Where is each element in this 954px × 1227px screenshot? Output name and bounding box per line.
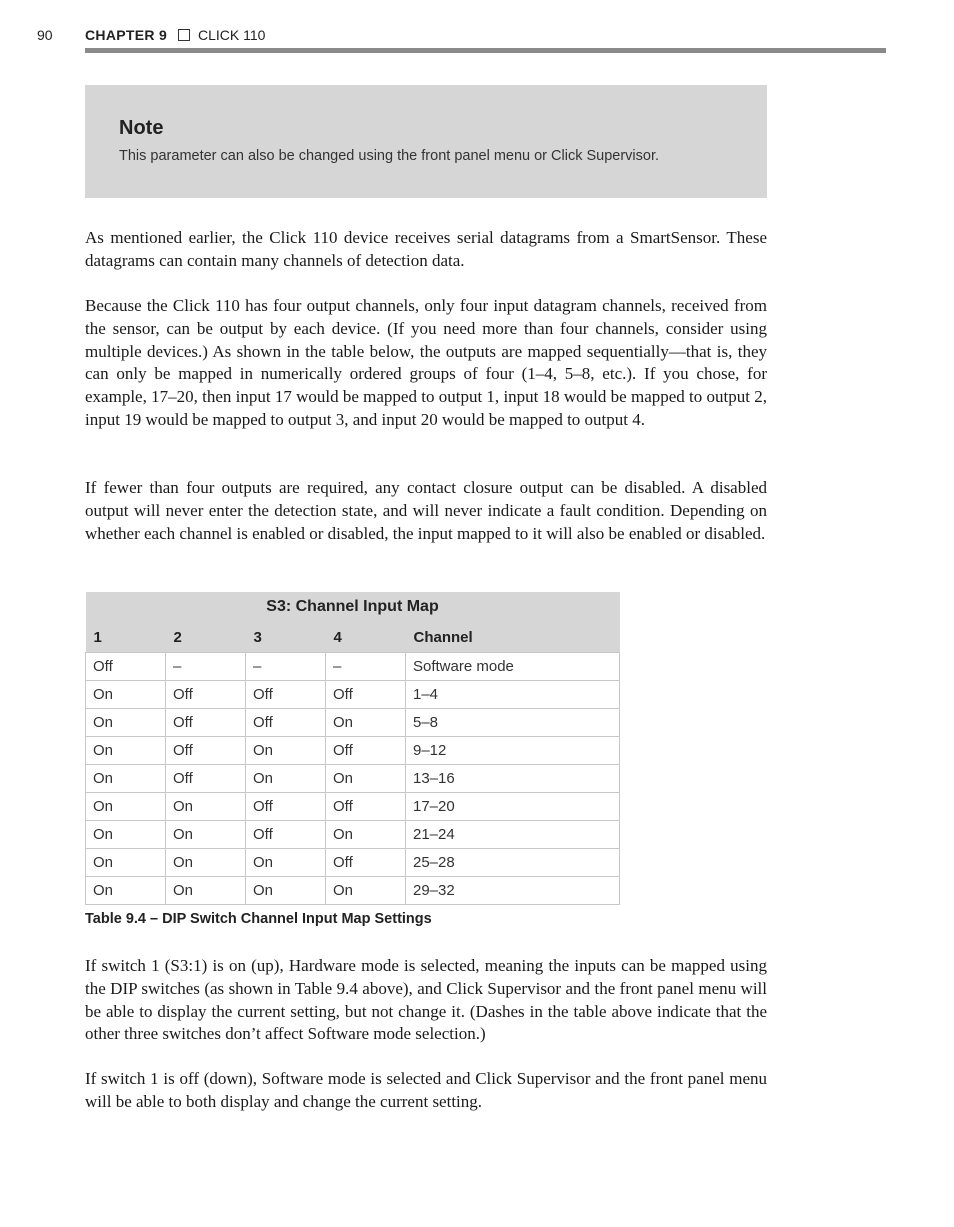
table-cell: On	[86, 877, 166, 905]
channel-input-map-table	[85, 592, 620, 905]
table-cell: On	[86, 737, 166, 765]
table-cell: –	[246, 653, 326, 681]
table-row	[86, 877, 620, 905]
paragraph-disable-outputs: If fewer than four outputs are required, any contact closure output can be disabled. A disabled output will never enter the detection state, and will never indicate a fault condition. Depending on whether each channel is enabled or disabled, the input mapped to it will also be enabled or disabled.	[85, 478, 767, 543]
table-cell: Off	[246, 681, 326, 709]
table-cell: On	[86, 849, 166, 877]
table-cell: Off	[246, 709, 326, 737]
table-cell: 1–4	[406, 681, 620, 709]
table-cell: Off	[166, 737, 246, 765]
note-text: This parameter can also be changed using the front panel menu or Click Supervisor.	[119, 148, 660, 164]
table-cell: 5–8	[406, 709, 620, 737]
table-cell: Off	[326, 681, 406, 709]
table-row	[86, 765, 620, 793]
table-cell: On	[246, 849, 326, 877]
table-cell: On	[246, 737, 326, 765]
table-cell: On	[166, 821, 246, 849]
table-cell: Off	[86, 653, 166, 681]
table-cell: On	[326, 877, 406, 905]
table-cell: 21–24	[406, 821, 620, 849]
table-cell: Software mode	[406, 653, 620, 681]
square-separator-icon	[178, 29, 190, 41]
table-row	[86, 793, 620, 821]
table-row	[86, 653, 620, 681]
table-cell: –	[166, 653, 246, 681]
page-header	[0, 26, 954, 46]
table-cell: On	[166, 877, 246, 905]
table-cell: On	[326, 821, 406, 849]
column-header-channel: Channel	[406, 622, 620, 653]
table-cell: On	[86, 821, 166, 849]
table-cell: On	[86, 681, 166, 709]
table-row	[86, 821, 620, 849]
paragraph-hardware-mode: If switch 1 (S3:1) is on (up), Hardware mode is selected, meaning the inputs can be mapped using the DIP switches (as shown in Table 9.4 above), and Click Supervisor and the front panel menu will be able to display the current setting, but not change it. (Dashes in the table above indicate that the other three switches don’t affect Software mode selection.)	[85, 956, 767, 1044]
header-rule	[85, 48, 886, 53]
table-cell: 29–32	[406, 877, 620, 905]
paragraph-datagrams: As mentioned earlier, the Click 110 device receives serial datagrams from a SmartSensor. These datagrams can contain many channels of detection data.	[85, 228, 767, 270]
table-cell: Off	[326, 849, 406, 877]
table-row	[86, 681, 620, 709]
table-cell: 13–16	[406, 765, 620, 793]
table-row	[86, 709, 620, 737]
table-caption: Table 9.4 – DIP Switch Channel Input Map Settings	[85, 911, 432, 927]
table-cell: 25–28	[406, 849, 620, 877]
table-body	[86, 653, 620, 905]
table-cell: 17–20	[406, 793, 620, 821]
column-header-switch-4: 4	[326, 622, 406, 653]
note-box	[85, 85, 767, 198]
table-cell: On	[86, 793, 166, 821]
table-cell: Off	[246, 793, 326, 821]
column-header-switch-3: 3	[246, 622, 326, 653]
table-row	[86, 737, 620, 765]
note-title: Note	[119, 117, 164, 139]
page-number: 90	[37, 27, 53, 43]
table-cell: On	[246, 765, 326, 793]
table-cell: On	[326, 765, 406, 793]
table-cell: Off	[326, 793, 406, 821]
table-cell: On	[326, 709, 406, 737]
table-title: S3: Channel Input Map	[86, 592, 620, 622]
table-cell: –	[326, 653, 406, 681]
table-cell: Off	[246, 821, 326, 849]
column-header-switch-2: 2	[166, 622, 246, 653]
table-cell: 9–12	[406, 737, 620, 765]
table-cell: On	[166, 849, 246, 877]
table-cell: On	[86, 765, 166, 793]
chapter-title: CLICK 110	[198, 27, 266, 43]
table-header-row	[86, 622, 620, 653]
table-cell: Off	[166, 681, 246, 709]
chapter-label: CHAPTER 9	[85, 27, 168, 43]
paragraph-software-mode: If switch 1 is off (down), Software mode is selected and Click Supervisor and the front panel menu will be able to both display and change the current setting.	[85, 1069, 767, 1111]
table-cell: Off	[166, 765, 246, 793]
table-row	[86, 849, 620, 877]
column-header-switch-1: 1	[86, 622, 166, 653]
table-cell: Off	[326, 737, 406, 765]
table-cell: Off	[166, 709, 246, 737]
table-cell: On	[246, 877, 326, 905]
table-cell: On	[86, 709, 166, 737]
table-cell: On	[166, 793, 246, 821]
paragraph-output-channels: Because the Click 110 has four output channels, only four input datagram channels, received from the sensor, can be output by each device. (If you need more than four channels, consider using multiple devices.) As shown in the table below, the outputs are mapped sequentially—that is, they can only be mapped in numerically ordered groups of four (1–4, 5–8, etc.). If you chose, for example, 17–20, then input 17 would be mapped to output 1, input 18 would be mapped to output 2, input 19 would be mapped to output 3, and input 20 would be mapped to output 4.	[85, 296, 767, 429]
